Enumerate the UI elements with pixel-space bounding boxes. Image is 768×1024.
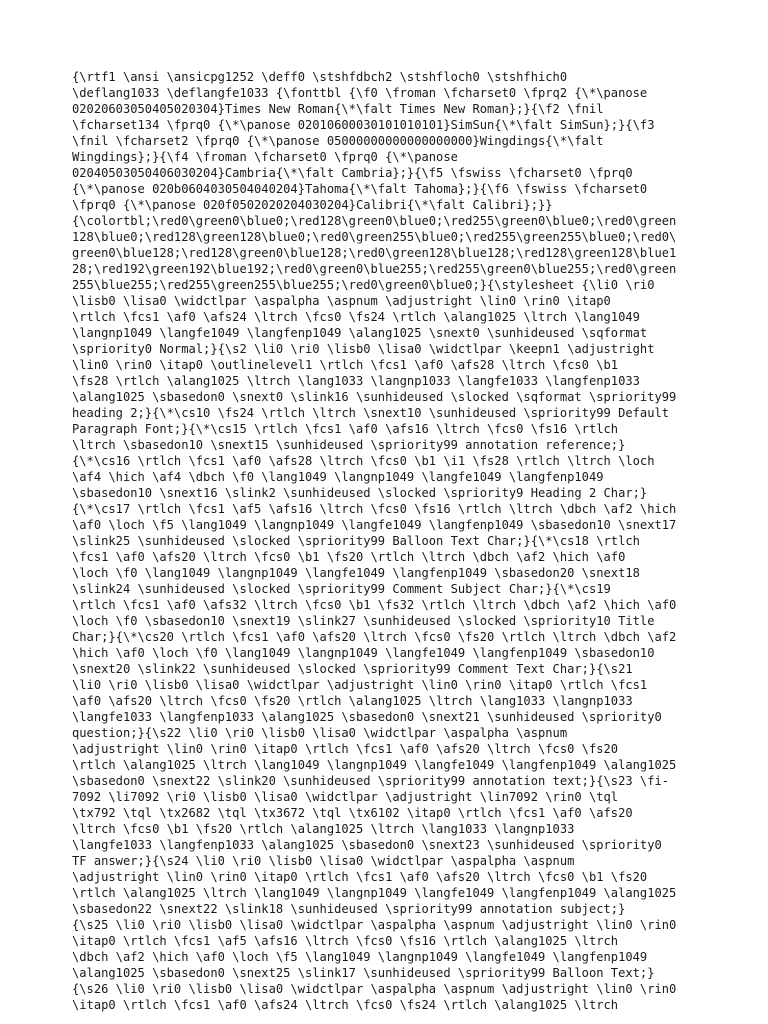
text-line: \rtlch \alang1025 \ltrch \lang1049 \langnp1049 \langfe1049 \langfenp1049 \alang1025 xyxy=(72,886,677,900)
text-line: \dbch \af2 \hich \af0 \loch \f5 \lang1049 \langnp1049 \langfe1049 \langfenp1049 xyxy=(72,950,648,964)
text-line: {\s26 \li0 \ri0 \lisb0 \lisa0 \widctlpar \aspalpha \aspnum \adjustright \lin0 \rin0 xyxy=(72,982,677,996)
text-line: \deflang1033 \deflangfe1033 {\fonttbl {\f0 \froman \fcharset0 \fprq2 {\*\panose xyxy=(72,86,648,100)
rtf-source-text xyxy=(72,69,702,1013)
text-line: \slink24 \sunhideused \slocked \spriority99 Comment Subject Char;}{\*\cs19 xyxy=(72,582,611,596)
text-line: Paragraph Font;}{\*\cs15 \rtlch \fcs1 \af0 \afs16 \ltrch \fcs0 \fs16 \rtlch xyxy=(72,422,619,436)
text-line: \af0 \loch \f5 \lang1049 \langnp1049 \langfe1049 \langfenp1049 \sbasedon10 \snext17 xyxy=(72,518,677,532)
text-line: \alang1025 \sbasedon0 \snext25 \slink17 \sunhideused \spriority99 Balloon Text;} xyxy=(72,966,655,980)
text-line: \loch \f0 \lang1049 \langnp1049 \langfe1049 \langfenp1049 \sbasedon20 \snext18 xyxy=(72,566,640,580)
text-line: heading 2;}{\*\cs10 \fs24 \rtlch \ltrch \snext10 \sunhideused \spriority99 Default xyxy=(72,406,670,420)
text-line: green0\blue128;\red128\green0\blue128;\red0\green128\blue128;\red128\green128\blue1 xyxy=(72,246,677,260)
text-line: {\colortbl;\red0\green0\blue0;\red128\green0\blue0;\red255\green0\blue0;\red0\green xyxy=(72,214,677,228)
text-line: \fcharset134 \fprq0 {\*\panose 02010600030101010101}SimSun{\*\falt SimSun};}{\f3 xyxy=(72,118,655,132)
text-line: {\rtf1 \ansi \ansicpg1252 \deff0 \stshfdbch2 \stshfloch0 \stshfhich0 xyxy=(72,70,568,84)
text-line: \sbasedon0 \snext22 \slink20 \sunhideused \spriority99 annotation text;}{\s23 \fi- xyxy=(72,774,670,788)
text-line: \snext20 \slink22 \sunhideused \slocked \spriority99 Comment Text Char;}{\s21 xyxy=(72,662,633,676)
text-line: \fs28 \rtlch \alang1025 \ltrch \lang1033 \langnp1033 \langfe1033 \langfenp1033 xyxy=(72,374,640,388)
text-line: \li0 \ri0 \lisb0 \lisa0 \widctlpar \adjustright \lin0 \rin0 \itap0 \rtlch \fcs1 xyxy=(72,678,648,692)
text-line: 02020603050405020304}Times New Roman{\*\falt Times New Roman};}{\f2 \fnil xyxy=(72,102,604,116)
text-line: \rtlch \alang1025 \ltrch \lang1049 \langnp1049 \langfe1049 \langfenp1049 \alang1025 xyxy=(72,758,677,772)
text-line: Char;}{\*\cs20 \rtlch \fcs1 \af0 \afs20 \ltrch \fcs0 \fs20 \rtlch \ltrch \dbch \af2 xyxy=(72,630,677,644)
text-line: 128\blue0;\red128\green128\blue0;\red0\green255\blue0;\red255\green255\blue0;\red0\ xyxy=(72,230,677,244)
text-line: \ltrch \sbasedon10 \snext15 \sunhideused \spriority99 annotation reference;} xyxy=(72,438,626,452)
text-line: \lin0 \rin0 \itap0 \outlinelevel1 \rtlch \fcs1 \af0 \afs28 \ltrch \fcs0 \b1 xyxy=(72,358,619,372)
text-line: \slink25 \sunhideused \slocked \spriority99 Balloon Text Char;}{\*\cs18 \rtlch xyxy=(72,534,640,548)
text-line: \af4 \hich \af4 \dbch \f0 \lang1049 \langnp1049 \langfe1049 \langfenp1049 xyxy=(72,470,604,484)
text-line: 02040503050406030204}Cambria{\*\falt Cambria};}{\f5 \fswiss \fcharset0 \fprq0 xyxy=(72,166,633,180)
text-line: 28;\red192\green192\blue192;\red0\green0\blue255;\red255\green0\blue255;\red0\green xyxy=(72,262,677,276)
text-line: {\*\cs17 \rtlch \fcs1 \af5 \afs16 \ltrch \fcs0 \fs16 \rtlch \ltrch \dbch \af2 \hich xyxy=(72,502,677,516)
text-line: \sbasedon22 \snext22 \slink18 \sunhideused \spriority99 annotation subject;} xyxy=(72,902,626,916)
text-line: \rtlch \fcs1 \af0 \afs32 \ltrch \fcs0 \b1 \fs32 \rtlch \ltrch \dbch \af2 \hich \af0 xyxy=(72,598,677,612)
text-line: \itap0 \rtlch \fcs1 \af0 \afs24 \ltrch \fcs0 \fs24 \rtlch \alang1025 \ltrch xyxy=(72,998,619,1012)
text-line: question;}{\s22 \li0 \ri0 \lisb0 \lisa0 \widctlpar \aspalpha \aspnum xyxy=(72,726,568,740)
text-line: {\*\cs16 \rtlch \fcs1 \af0 \afs28 \ltrch \fcs0 \b1 \i1 \fs28 \rtlch \ltrch \loch xyxy=(72,454,655,468)
text-line: \hich \af0 \loch \f0 \lang1049 \langnp1049 \langfe1049 \langfenp1049 \sbasedon10 xyxy=(72,646,655,660)
text-line: \adjustright \lin0 \rin0 \itap0 \rtlch \fcs1 \af0 \afs20 \ltrch \fcs0 \b1 \fs20 xyxy=(72,870,648,884)
text-line: \langfe1033 \langfenp1033 \alang1025 \sbasedon0 \snext21 \sunhideused \spriority0 xyxy=(72,710,662,724)
text-line: \lisb0 \lisa0 \widctlpar \aspalpha \aspnum \adjustright \lin0 \rin0 \itap0 xyxy=(72,294,611,308)
text-line: {\*\panose 020b0604030504040204}Tahoma{\*\falt Tahoma};}{\f6 \fswiss \fcharset0 xyxy=(72,182,648,196)
text-line: \fprq0 {\*\panose 020f0502020204030204}Calibri{\*\falt Calibri};}} xyxy=(72,198,553,212)
text-line: Wingdings};}{\f4 \froman \fcharset0 \fprq0 {\*\panose xyxy=(72,150,458,164)
text-line: TF answer;}{\s24 \li0 \ri0 \lisb0 \lisa0 \widctlpar \aspalpha \aspnum xyxy=(72,854,575,868)
text-line: \langfe1033 \langfenp1033 \alang1025 \sbasedon0 \snext23 \sunhideused \spriority0 xyxy=(72,838,662,852)
text-line: \af0 \afs20 \ltrch \fcs0 \fs20 \rtlch \alang1025 \ltrch \lang1033 \langnp1033 xyxy=(72,694,633,708)
text-line: 255\blue255;\red255\green255\blue255;\red0\green0\blue0;}{\stylesheet {\li0 \ri0 xyxy=(72,278,655,292)
text-line: \spriority0 Normal;}{\s2 \li0 \ri0 \lisb0 \lisa0 \widctlpar \keepn1 \adjustright xyxy=(72,342,655,356)
text-line: {\s25 \li0 \ri0 \lisb0 \lisa0 \widctlpar \aspalpha \aspnum \adjustright \lin0 \rin0 xyxy=(72,918,677,932)
text-line: \rtlch \fcs1 \af0 \afs24 \ltrch \fcs0 \fs24 \rtlch \alang1025 \ltrch \lang1049 xyxy=(72,310,640,324)
text-line: \tx792 \tql \tx2682 \tql \tx3672 \tql \tx6102 \itap0 \rtlch \fcs1 \af0 \afs20 xyxy=(72,806,633,820)
text-line: \fcs1 \af0 \afs20 \ltrch \fcs0 \b1 \fs20 \rtlch \ltrch \dbch \af2 \hich \af0 xyxy=(72,550,626,564)
text-line: \langnp1049 \langfe1049 \langfenp1049 \alang1025 \snext0 \sunhideused \sqformat xyxy=(72,326,648,340)
text-line: \itap0 \rtlch \fcs1 \af5 \afs16 \ltrch \fcs0 \fs16 \rtlch \alang1025 \ltrch xyxy=(72,934,619,948)
text-line: \loch \f0 \sbasedon10 \snext19 \slink27 \sunhideused \slocked \spriority10 Title xyxy=(72,614,655,628)
text-line: 7092 \li7092 \ri0 \lisb0 \lisa0 \widctlpar \adjustright \lin7092 \rin0 \tql xyxy=(72,790,619,804)
text-line: \ltrch \fcs0 \b1 \fs20 \rtlch \alang1025 \ltrch \lang1033 \langnp1033 xyxy=(72,822,575,836)
text-line: \adjustright \lin0 \rin0 \itap0 \rtlch \fcs1 \af0 \afs20 \ltrch \fcs0 \fs20 xyxy=(72,742,619,756)
text-line: \sbasedon10 \snext16 \slink2 \sunhideused \slocked \spriority9 Heading 2 Char;} xyxy=(72,486,648,500)
text-line: \alang1025 \sbasedon0 \snext0 \slink16 \sunhideused \slocked \sqformat \spriority99 xyxy=(72,390,677,404)
text-line: \fnil \fcharset2 \fprq0 {\*\panose 05000000000000000000}Wingdings{\*\falt xyxy=(72,134,604,148)
